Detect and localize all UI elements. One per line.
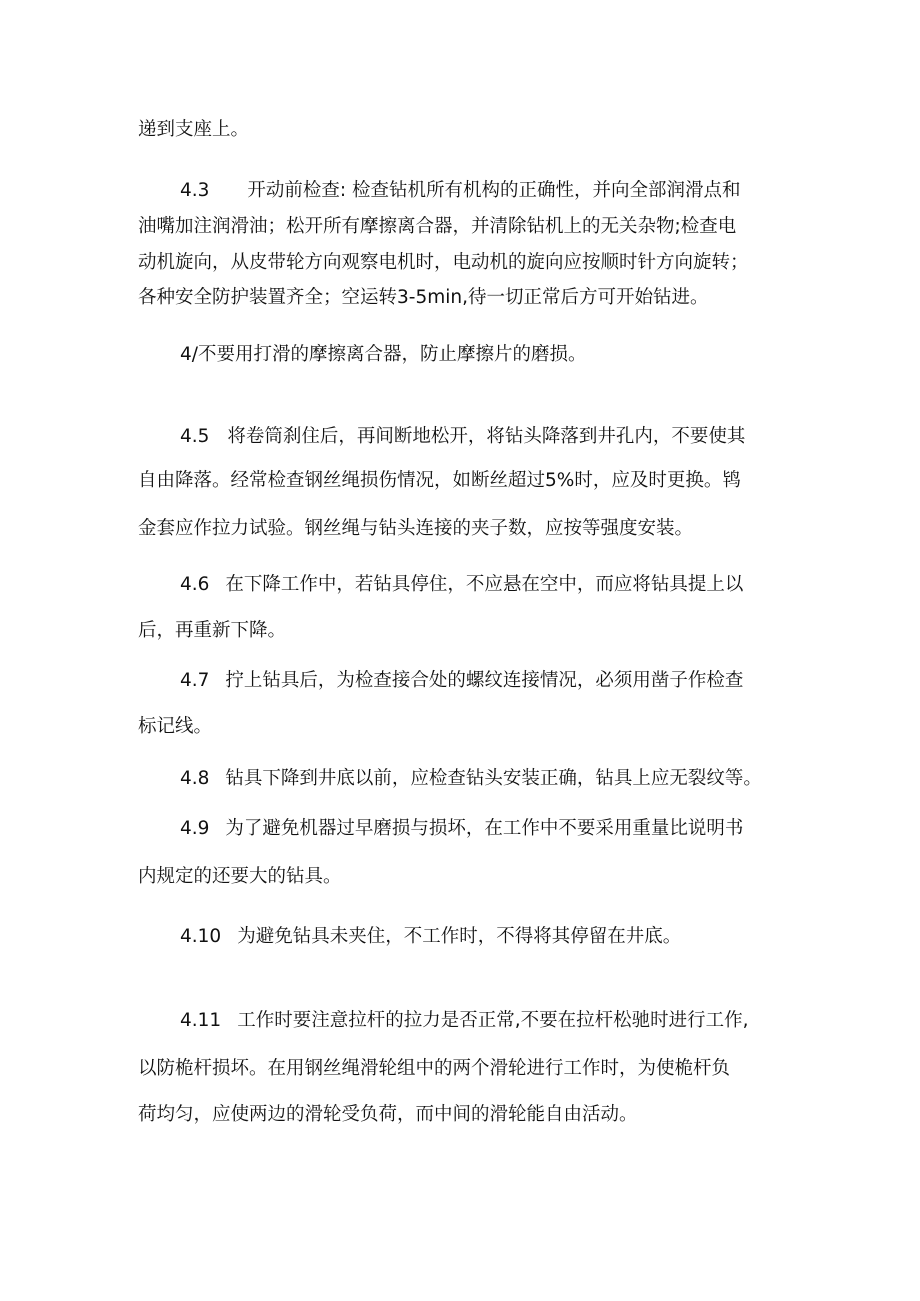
section-number: 4.8 [180, 768, 210, 789]
section-4-5-line-1 [180, 424, 745, 450]
section-number: 4.3 [180, 180, 210, 201]
line-text: 递到支座上。 [138, 119, 250, 140]
section-4-6-line-1 [180, 572, 743, 598]
line-text: 标记线。 [138, 716, 213, 737]
line-text: 油嘴加注润滑油；松开所有摩擦离合器，并清除钻机上的无关杂物;检查电 [138, 216, 737, 237]
section-4-11-line-2 [138, 1056, 730, 1082]
section-4-3-line-2 [138, 214, 736, 240]
section-4-3-line-3 [138, 250, 749, 276]
paragraph-continuation-line [138, 117, 249, 143]
line-text: 金套应作拉力试验。钢丝绳与钻头连接的夹子数，应按等强度安装。 [138, 518, 694, 539]
section-4-9-line-1 [180, 816, 743, 842]
section-4-7-line-1 [180, 668, 743, 694]
line-text: 为避免钻具未夹住，不工作时，不得将其停留在井底。 [237, 926, 682, 947]
line-text: 后，再重新下降。 [138, 620, 287, 641]
line-text: 荷均匀，应使两边的滑轮受负荷，而中间的滑轮能自由活动。 [138, 1104, 638, 1125]
line-text: 以防桅杆损坏。在用钢丝绳滑轮组中的两个滑轮进行工作时，为使桅杆负 [138, 1058, 731, 1079]
section-4-11-line-1 [180, 1008, 748, 1034]
section-4-5-line-3 [138, 516, 693, 542]
line-text: 拧上钻具后，为检查接合处的螺纹连接情况，必须用凿子作检查 [225, 670, 744, 691]
section-number: 4.5 [180, 426, 210, 447]
line-text: 内规定的还要大的钻具。 [138, 866, 342, 887]
section-4-10-line-1 [180, 924, 681, 950]
section-4-7-line-2 [138, 714, 212, 740]
line-text: 将卷筒刹住后，再间断地松开，将钻头降落到井孔内，不要使其 [227, 426, 746, 447]
line-text: 自由降落。经常检查钢丝绳损伤情况，如断丝超过5%时，应及时更换。鸨 [138, 470, 741, 491]
line-text: 工作时要注意拉杆的拉力是否正常,不要在拉杆松驰时进行工作, [237, 1010, 749, 1031]
section-4-11-line-3 [138, 1102, 638, 1128]
section-number: 4.9 [180, 818, 210, 839]
section-4-5-line-2 [138, 468, 741, 494]
section-4-8-line-1 [180, 766, 762, 792]
line-text: 各种安全防护装置齐全；空运转3-5min,待一切正常后方可开始钻进。 [138, 287, 709, 308]
line-text: 为了避免机器过早磨损与损坏，在工作中不要采用重量比说明书 [225, 818, 744, 839]
section-4-3-line-4 [138, 285, 709, 311]
section-number: 4.11 [180, 1010, 222, 1031]
line-text: 动机旋向，从皮带轮方向观察电机时，电动机的旋向应按顺时针方向旋转； [138, 252, 749, 273]
section-number: 4.10 [180, 926, 222, 947]
line-text: 钻具下降到井底以前，应检查钻头安装正确，钻具上应无裂纹等。 [225, 768, 762, 789]
section-number: 4.6 [180, 574, 210, 595]
line-text: 在下降工作中，若钻具停住，不应悬在空中，而应将钻具提上以 [225, 574, 744, 595]
section-4-9-line-2 [138, 864, 342, 890]
section-4-3-line-1 [180, 178, 741, 204]
line-text: 4/不要用打滑的摩擦离合器，防止摩擦片的磨损。 [180, 344, 587, 365]
section-4-6-line-2 [138, 618, 286, 644]
line-text: 开动前检查: 检查钻机所有机构的正确性，并向全部润滑点和 [247, 180, 741, 201]
section-number: 4.7 [180, 670, 210, 691]
section-4-4-line-1 [180, 342, 587, 368]
